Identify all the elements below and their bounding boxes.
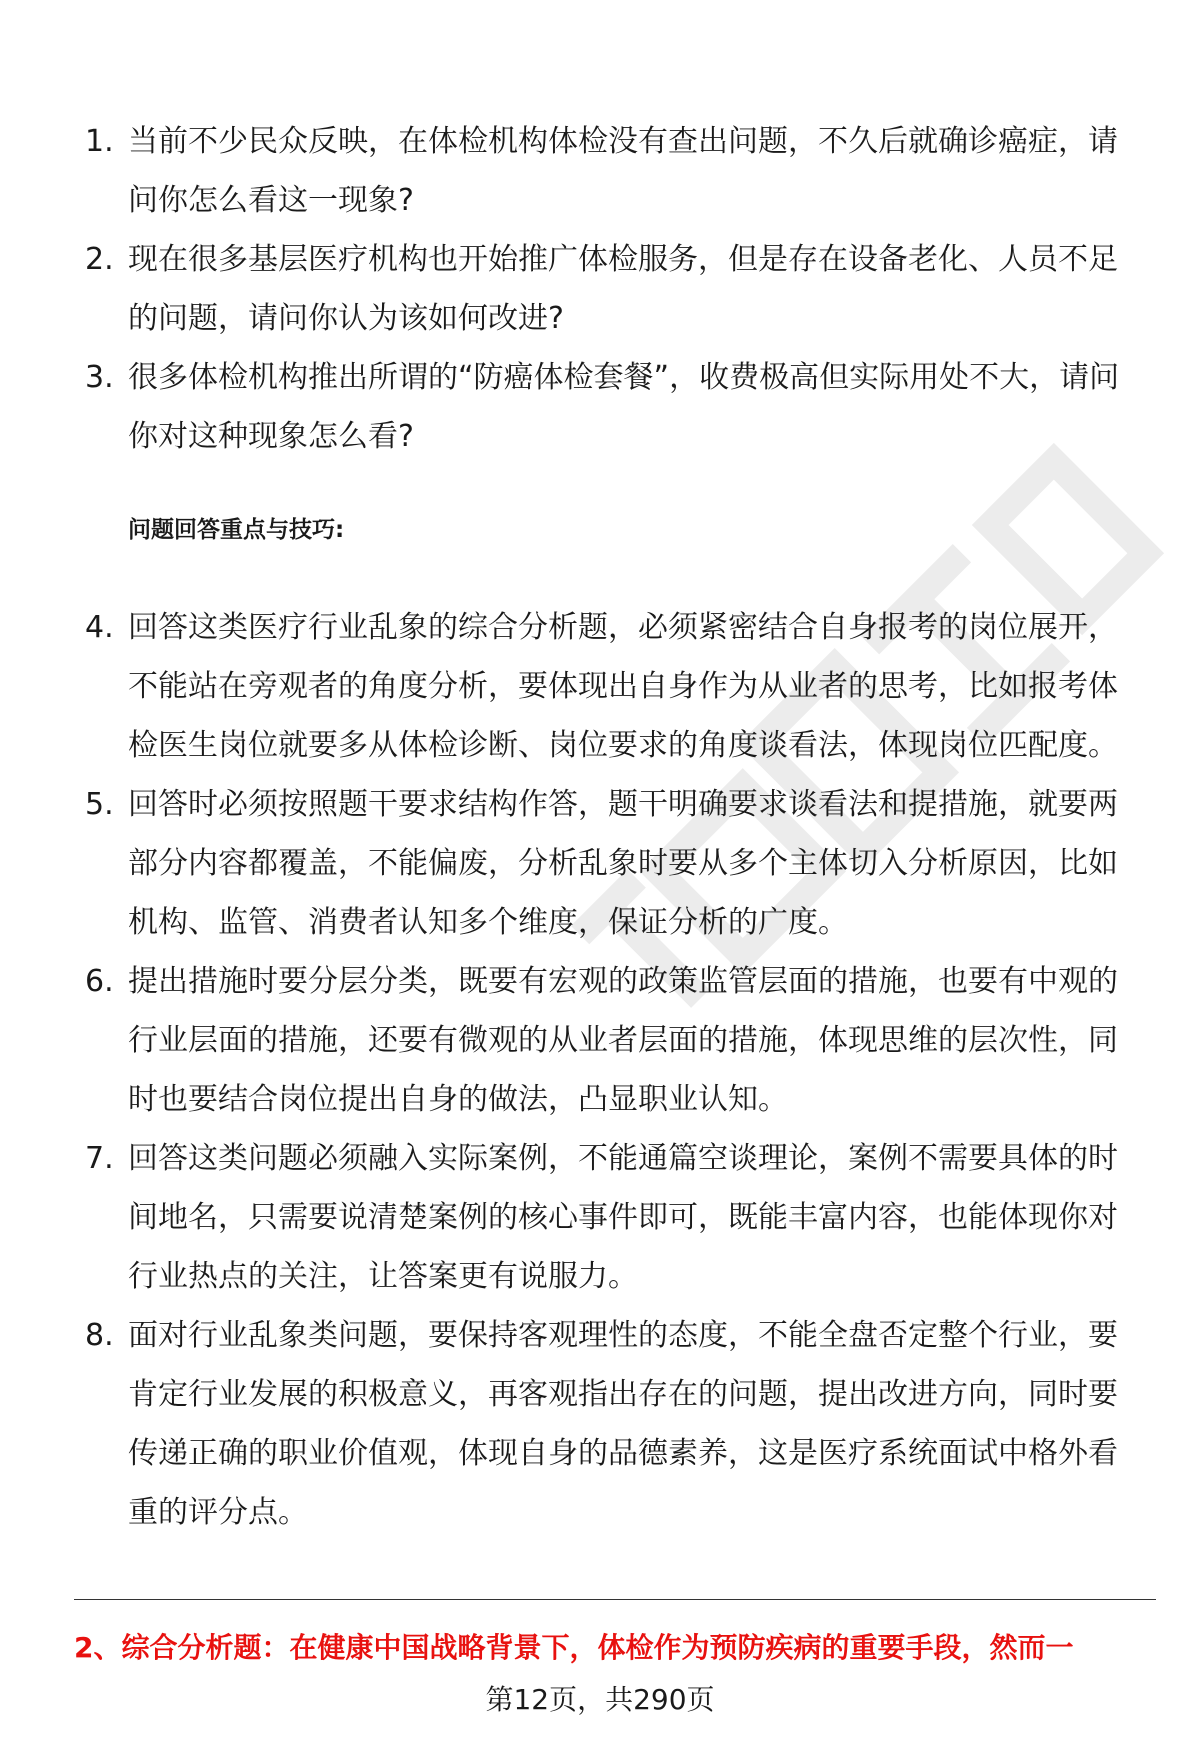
list-item — [0, 230, 1128, 348]
tips-list — [0, 598, 1200, 1542]
item-number: 4. — [85, 610, 114, 645]
section-heading: 2、综合分析题：在健康中国战略背景下，体检作为预防疾病的重要手段，然而一 — [74, 1631, 1074, 1664]
item-number: 6. — [85, 964, 114, 999]
item-text: 当前不少民众反映，在体检机构体检没有查出问题，不久后就确诊癌症，请问你怎么看这一现象? — [128, 124, 1118, 218]
item-text: 回答这类医疗行业乱象的综合分析题，必须紧密结合自身报考的岗位展开，不能站在旁观者的角度分析，要体现出自身作为从业者的思考，比如报考体检医生岗位就要多从体检诊断、岗位要求的角度谈看法，体现岗位匹配度。 — [128, 610, 1118, 763]
list-item — [0, 112, 1128, 230]
item-text: 回答这类问题必须融入实际案例，不能通篇空谈理论，案例不需要具体的时间地名，只需要说清楚案例的核心事件即可，既能丰富内容，也能体现你对行业热点的关注，让答案更有说服力。 — [128, 1141, 1118, 1294]
item-number: 3. — [85, 360, 114, 395]
item-number: 8. — [85, 1318, 114, 1353]
item-text: 现在很多基层医疗机构也开始推广体检服务，但是存在设备老化、人员不足的问题，请问你认为该如何改进? — [128, 242, 1118, 336]
item-text: 回答时必须按照题干要求结构作答，题干明确要求谈看法和提措施，就要两部分内容都覆盖，不能偏废，分析乱象时要从多个主体切入分析原因，比如机构、监管、消费者认知多个维度，保证分析的广度。 — [128, 787, 1118, 940]
item-number: 1. — [85, 124, 114, 159]
question-list — [0, 112, 1200, 466]
list-item — [0, 952, 1128, 1129]
item-text: 很多体检机构推出所谓的“防癌体检套餐”，收费极高但实际用处不大，请问你对这种现象怎么看? — [128, 360, 1120, 454]
item-number: 7. — [85, 1141, 114, 1176]
item-number: 5. — [85, 787, 114, 822]
list-item — [0, 598, 1128, 775]
section-divider — [74, 1599, 1156, 1600]
page-number: 第12页，共290页 — [485, 1683, 715, 1716]
item-text: 提出措施时要分层分类，既要有宏观的政策监管层面的措施，也要有中观的行业层面的措施，还要有微观的从业者层面的措施，体现思维的层次性，同时也要结合岗位提出自身的做法，凸显职业认知。 — [128, 964, 1118, 1117]
list-item — [0, 1129, 1128, 1306]
list-item — [0, 775, 1128, 952]
list-item — [0, 348, 1128, 466]
tips-heading: 问题回答重点与技巧: — [128, 517, 345, 543]
list-item — [0, 1306, 1128, 1542]
item-number: 2. — [85, 242, 114, 277]
item-text: 面对行业乱象类问题，要保持客观理性的态度，不能全盘否定整个行业，要肯定行业发展的积极意义，再客观指出存在的问题，提出改进方向，同时要传递正确的职业价值观，体现自身的品德素养，这是医疗系统面试中格外看重的评分点。 — [128, 1318, 1118, 1530]
